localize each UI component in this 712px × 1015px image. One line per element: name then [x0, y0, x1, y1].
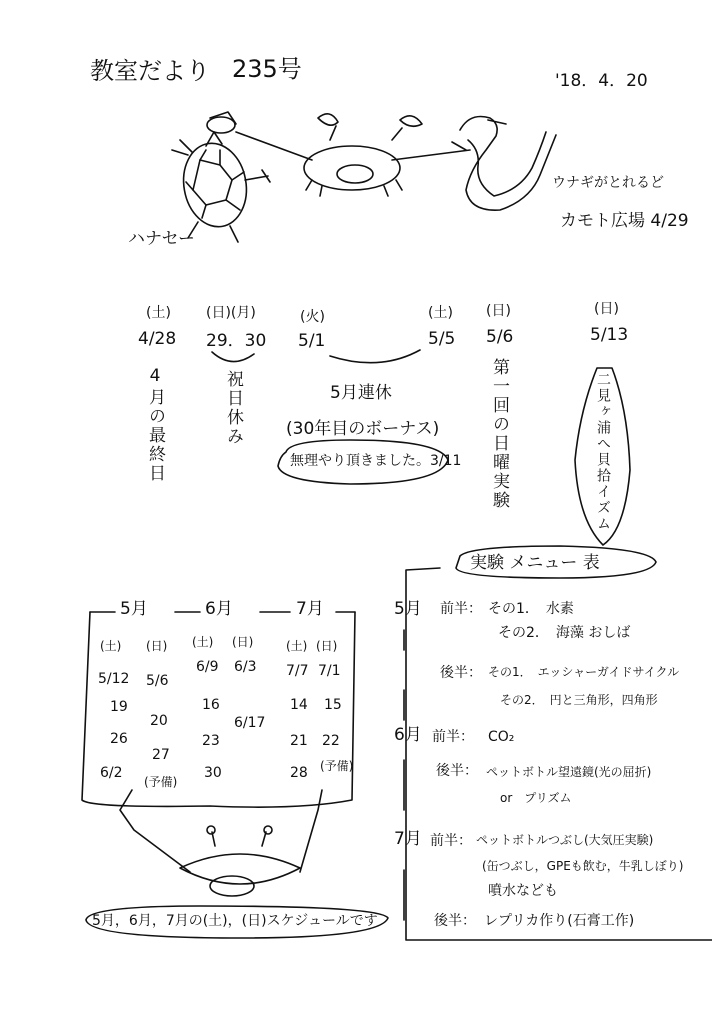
day-of-week: (日): [486, 303, 511, 319]
date-label: 5/5: [428, 329, 456, 349]
schedule-date: 6/2: [100, 765, 123, 781]
menu-item: その1． エッシャーガイドサイクル: [488, 665, 680, 679]
eel-event: カモト広場 4/29: [560, 211, 689, 231]
menu-item: 噴水なども: [488, 883, 558, 899]
date-label: 5/13: [590, 325, 629, 345]
menu-frame: [406, 568, 712, 940]
menu-item: (缶つぶし，GPEも飲む，牛乳しぼり): [482, 859, 684, 873]
day-of-week: (火): [300, 309, 325, 325]
schedule-header: (日): [316, 639, 338, 653]
schedule-date: 6/9: [196, 659, 219, 675]
menu-period: 前半：: [440, 601, 482, 617]
schedule-date: 23: [202, 733, 220, 749]
schedule-date: 5/12: [98, 671, 130, 687]
holiday-label: 5月連休: [330, 383, 392, 403]
schedule-reserve: (予備): [144, 775, 178, 789]
schedule-date: 22: [322, 733, 340, 749]
schedule-date: 30: [204, 765, 222, 781]
schedule-header: (日): [232, 635, 254, 649]
date-note: 二見ヶ浦へ貝拾イズム: [595, 372, 611, 532]
crab-drawing: [236, 114, 470, 196]
schedule-date: 28: [290, 765, 308, 781]
schedule-date: 27: [152, 747, 170, 763]
menu-item: ペットボトル望遠鏡(光の屈折): [486, 765, 652, 779]
date-label: 29．30: [206, 331, 267, 351]
schedule-header: (日): [146, 639, 168, 653]
schedule-date: 26: [110, 731, 128, 747]
schedule-date: 5/6: [146, 673, 169, 689]
schedule-header: (土): [286, 639, 308, 653]
schedule-date: 15: [324, 697, 342, 713]
schedule-month: 7月: [296, 599, 324, 619]
menu-item: CO₂: [488, 729, 515, 745]
menu-month: 5月: [394, 599, 422, 619]
date-label: 5/6: [486, 327, 514, 347]
schedule-date: 7/7: [286, 663, 309, 679]
menu-period: 後半：: [440, 665, 482, 681]
schedule-date: 20: [150, 713, 168, 729]
menu-title: 実験 メニュー 表: [470, 553, 600, 573]
menu-month: 6月: [394, 725, 422, 745]
eel-caption: ウナギがとれるど: [552, 175, 664, 191]
menu-period: 後半：: [436, 763, 478, 779]
schedule-date: 6/17: [234, 715, 266, 731]
turtle-label: ハナセー: [128, 229, 195, 249]
menu-item: その2． 海藻 おしば: [498, 625, 631, 641]
schedule-reserve: (予備): [320, 759, 354, 773]
schedule-caption: 5月，6月，7月の(土)，(日)スケジュールです: [92, 913, 378, 929]
schedule-date: 14: [290, 697, 308, 713]
schedule-month: 5月: [120, 599, 148, 619]
menu-period: 後半：: [434, 913, 476, 929]
date-note: 祝日休み: [223, 370, 243, 446]
schedule-date: 21: [290, 733, 308, 749]
schedule-date: 19: [110, 699, 128, 715]
holiday-note: 無理やり頂きました。3/11: [290, 453, 462, 469]
schedule-date: 16: [202, 697, 220, 713]
date-connector-left: [212, 352, 254, 362]
issue-date: '18．4．20: [555, 71, 648, 91]
day-of-week: (土): [428, 305, 453, 321]
date-note: 4月の最終日: [145, 366, 165, 483]
schedule-date: 7/1: [318, 663, 341, 679]
holiday-curve: [330, 350, 420, 363]
menu-period: 前半：: [432, 729, 474, 745]
day-of-week: (土): [146, 305, 171, 321]
newsletter-title: 教室だより: [90, 57, 210, 85]
menu-month: 7月: [394, 829, 422, 849]
date-note: 第一回の日曜実験: [489, 358, 509, 510]
menu-item: ペットボトルつぶし(大気圧実験): [476, 833, 654, 847]
eel-drawing: [452, 117, 556, 211]
date-label: 5/1: [298, 331, 326, 351]
menu-item: or プリズム: [500, 791, 572, 805]
day-of-week: (日): [594, 301, 619, 317]
turtle-drawing: [172, 112, 270, 242]
holiday-sub: (30年目のボーナス): [286, 419, 440, 439]
issue-number: 235号: [232, 55, 302, 83]
menu-item: その1． 水素: [488, 601, 574, 617]
schedule-month: 6月: [205, 599, 233, 619]
date-label: 4/28: [138, 329, 177, 349]
schedule-date: 6/3: [234, 659, 257, 675]
schedule-header: (土): [100, 639, 122, 653]
schedule-header: (土): [192, 635, 214, 649]
day-of-week: (日)(月): [206, 305, 256, 321]
menu-item: レプリカ作り(石膏工作): [484, 913, 635, 929]
menu-period: 前半：: [430, 833, 472, 849]
menu-item: その2． 円と三角形，四角形: [500, 693, 658, 707]
